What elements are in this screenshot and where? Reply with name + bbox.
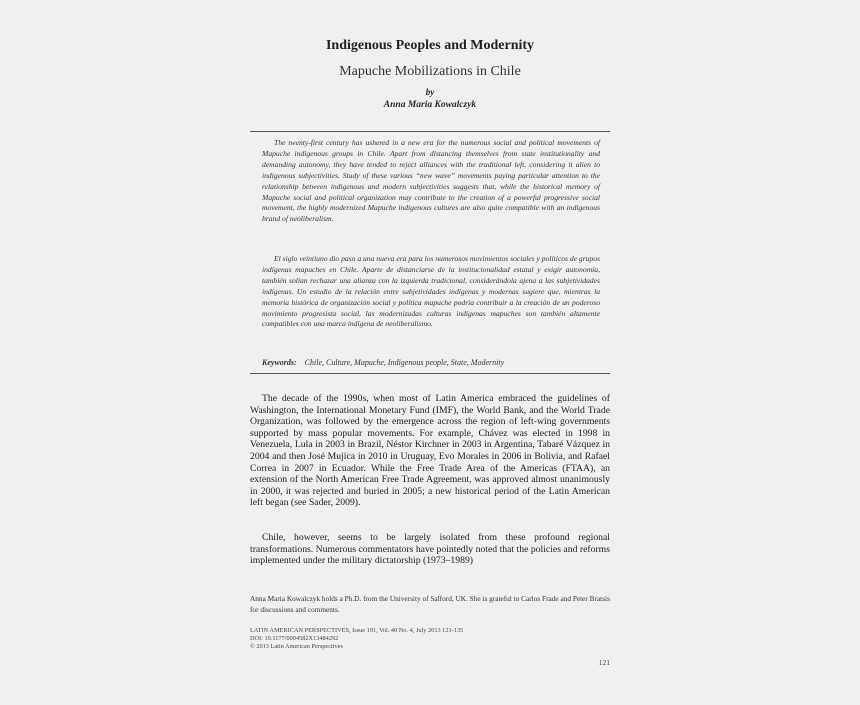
body-paragraph-2: Chile, however, seems to be largely isolated from these profound regional transformations. Numerous commentators have pointedly noted that the policies and reforms implemented under the military dictatorship (1973–1989) <box>250 532 610 567</box>
author-footnote: Anna Maria Kowalczyk holds a Ph.D. from the University of Salford, UK. She is grateful to Carlos Frade and Peter Bratsis for discussions and comments. <box>250 594 610 615</box>
article-title: Indigenous Peoples and Modernity <box>325 38 535 53</box>
abstract-top-rule <box>250 131 610 132</box>
keywords-label: Keywords: <box>262 358 297 367</box>
article-subtitle: Mapuche Mobilizations in Chile <box>339 64 521 79</box>
keywords-line <box>262 358 600 367</box>
abstract-english: The twenty-first century has ushered in a new era for the numerous social and political movements of Mapuche indigenous groups in Chile. Apart from distancing themselves from state institutionality and demanding autonomy, they have tended to reject alliances with the traditional left, considering it alien to indigenous subjectivities. Study of these various “new wave” movements paying particular attention to the relationship between indigenous and modern subjectivities suggests that, while the historical memory of Mapuche social and political organization may contribute to the creation of a powerful progressive social movement, the highly modernized Mapuche indigenous cultures are also quite compatible with an indigenous brand of neoliberalism. <box>262 138 600 224</box>
abstract-spanish: El siglo veintiuno dio paso a una nueva era para los numerosos movimientos sociales y políticos de grupos indígenas mapuches en Chile. Aparte de distanciarse de la institucionalidad estatal y exigir autonomía, también solían rechazar una alianza con la izquierda tradicional, considerándola ajena a las subjetividades indígenas. Un estudio de la relación entre subjetividades indígenas y modernas sugiere que, mientras la memoria histórica de organización social y política mapuche podría contribuir a la creación de un poderoso movimiento progresista social, las modernizadas culturas indígenas mapuches son también altamente compatibles con una marca indígena de neoliberalismo. <box>262 254 601 329</box>
byline-by: by <box>425 87 435 97</box>
abstract-bottom-rule <box>250 373 610 374</box>
journal-line: LATIN AMERICAN PERSPECTIVES, Issue 191, Vol. 40 No. 4, July 2013 121-135 <box>250 627 464 634</box>
article-author: Anna Maria Kowalczyk <box>383 100 477 110</box>
copyright-line: © 2013 Latin American Perspectives <box>250 643 343 651</box>
page-number: 121 <box>598 658 610 667</box>
publication-info <box>250 627 610 652</box>
body-paragraph-1: The decade of the 1990s, when most of Latin America embraced the guidelines of Washington, the International Monetary Fund (IMF), the World Bank, and the World Trade Organization, was followed by the emergence across the region of left-wing governments supported by mass popular movements. For example, Chávez was elected in 1998 in Venezuela, Lula in 2003 in Brazil, Néstor Kirchner in 2003 in Argentina, Tabaré Vázquez in 2004 and then José Mujica in 2010 in Uruguay, Evo Morales in 2006 in Bolivia, and Rafael Correa in 2007 in Ecuador. While the Free Trade Area of the Americas (FTAA), an extension of the North American Free Trade Agreement, was approved almost unanimously in 2000, it was rejected and buried in 2005; a new historical period of the Latin American left began (see Sader, 2009). <box>250 393 610 509</box>
doi-line: DOI: 10.1177/0094582X13484292 <box>250 635 339 643</box>
keywords-list: Chile, Culture, Mapuche, Indigenous people, State, Modernity <box>304 358 505 367</box>
